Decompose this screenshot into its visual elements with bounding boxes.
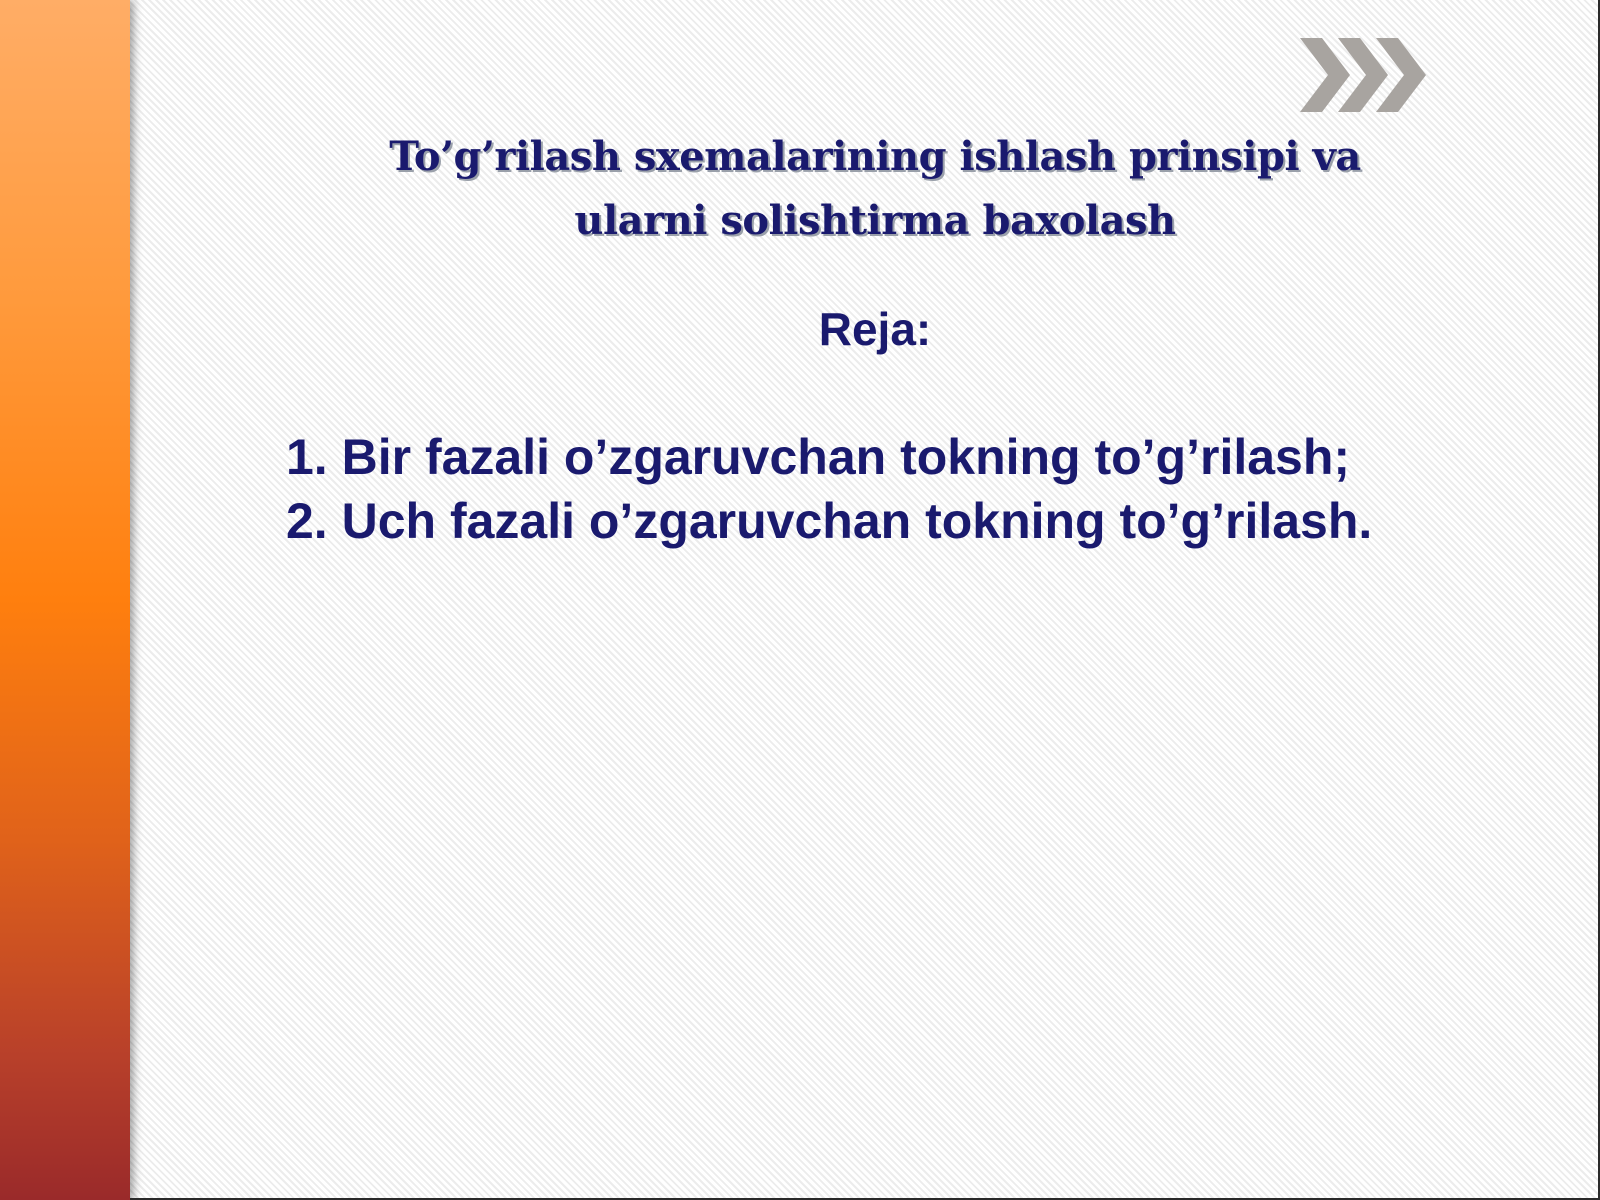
slide-title-line-2: ularni solishtirma baxolash bbox=[574, 197, 1176, 244]
plan-item-1: 1. Bir fazali o’zgaruvchan tokning to’g’rilash; bbox=[286, 429, 1351, 485]
orange-side-bar bbox=[0, 0, 130, 1200]
chevron-right-triple-icon bbox=[1300, 30, 1430, 120]
plan-heading: Reja: bbox=[818, 303, 932, 355]
plan-list bbox=[286, 425, 1526, 553]
chevron-1 bbox=[1300, 38, 1350, 112]
slide-title-line-1: To’g’rilash sxemalarining ishlash prinsipi va bbox=[389, 133, 1361, 180]
plan-item-2: 2. Uch fazali o’zgaruvchan tokning to’g’rilash. bbox=[286, 493, 1373, 549]
slide-title bbox=[230, 125, 1520, 253]
